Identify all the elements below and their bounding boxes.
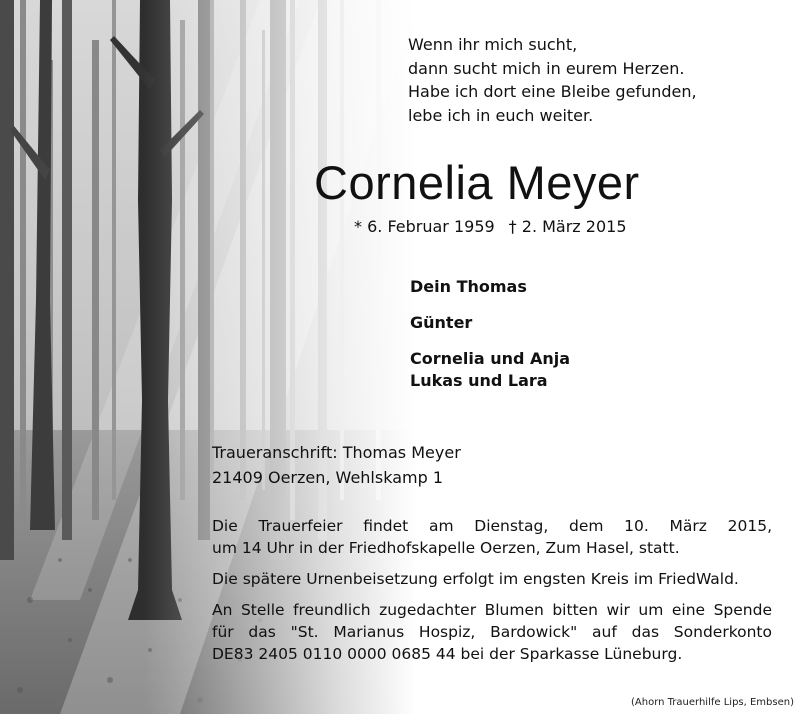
deceased-name: Cornelia Meyer — [314, 156, 640, 209]
mourner-group: Cornelia und Anja — [410, 349, 571, 368]
poem — [408, 33, 697, 127]
donation-line: DE83 2405 0110 0000 0685 44 bei der Sparkasse Lüneburg. — [212, 645, 683, 663]
mourner-group: Dein Thomas — [410, 277, 527, 296]
mourning-address — [212, 440, 461, 490]
poem-line: lebe ich in euch weiter. — [408, 105, 594, 125]
poem-line: dann sucht mich in eurem Herzen. — [408, 58, 685, 78]
funeral-line: um 14 Uhr in der Friedhofskapelle Oerzen, Zum Hasel, statt. — [212, 539, 680, 557]
mourners-list — [410, 276, 570, 392]
address-line: Traueranschrift: Thomas Meyer — [212, 443, 461, 462]
donation-line: für das "St. Marianus Hospiz, Bardowick" auf das Sonderkonto — [212, 623, 772, 641]
funeral-home-credit: (Ahorn Trauerhilfe Lips, Embsen) — [631, 697, 794, 708]
funeral-paragraph — [212, 515, 772, 559]
mourner-group: Lukas und Lara — [410, 371, 548, 390]
address-line: 21409 Oerzen, Wehlskamp 1 — [212, 468, 443, 487]
poem-line: Habe ich dort eine Bleibe gefunden, — [408, 82, 697, 101]
funeral-line: Die Trauerfeier findet am Dienstag, dem 10. März 2015, — [212, 517, 772, 535]
poem-line: Wenn ihr mich sucht, — [408, 35, 578, 54]
donation-line: An Stelle freundlich zugedachter Blumen bitten wir um eine Spende — [212, 601, 772, 619]
donation-paragraph — [212, 599, 772, 665]
urn-paragraph: Die spätere Urnenbeisetzung erfolgt im engsten Kreis im FriedWald. — [212, 570, 739, 588]
life-dates — [354, 217, 627, 236]
birth-date: * 6. Februar 1959 — [354, 217, 495, 236]
mourner-group: Günter — [410, 313, 473, 332]
death-date: † 2. März 2015 — [508, 217, 627, 236]
funeral-info — [212, 515, 772, 674]
